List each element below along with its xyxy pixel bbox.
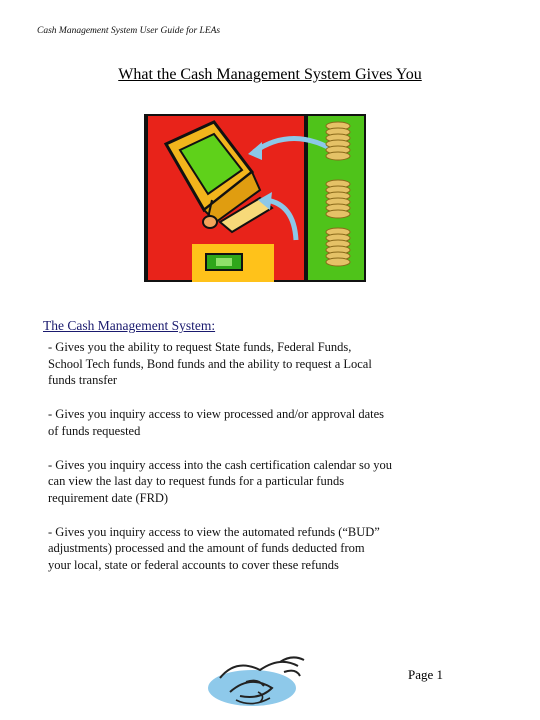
document-header-note: Cash Management System User Guide for LEAs xyxy=(37,26,221,36)
bullet-cash-calendar: - Gives you inquiry access into the cash certification calendar so you can view the last day to request funds for a particular funds requirement date (FRD) xyxy=(48,457,392,505)
computer-money-clipart xyxy=(144,114,366,282)
bullet-automated-refunds: - Gives you inquiry access to view the automated refunds (“BUD” adjustments) processed and the amount of funds deducted from your local, state or federal accounts to cover these refunds xyxy=(48,524,380,573)
footer-logo-icon xyxy=(200,652,320,710)
bullet-approval-dates: - Gives you inquiry access to view processed and/or approval dates of funds requested xyxy=(48,407,385,438)
bullet-request-funds: - Gives you the ability to request State funds, Federal Funds, School Tech funds, Bond funds and the ability to request a Local funds transfer xyxy=(48,340,372,388)
feature-bullet-list xyxy=(48,339,468,591)
page-title: What the Cash Management System Gives You xyxy=(118,66,422,83)
section-heading: The Cash Management System: xyxy=(43,318,216,333)
page-number: Page 1 xyxy=(408,667,444,682)
